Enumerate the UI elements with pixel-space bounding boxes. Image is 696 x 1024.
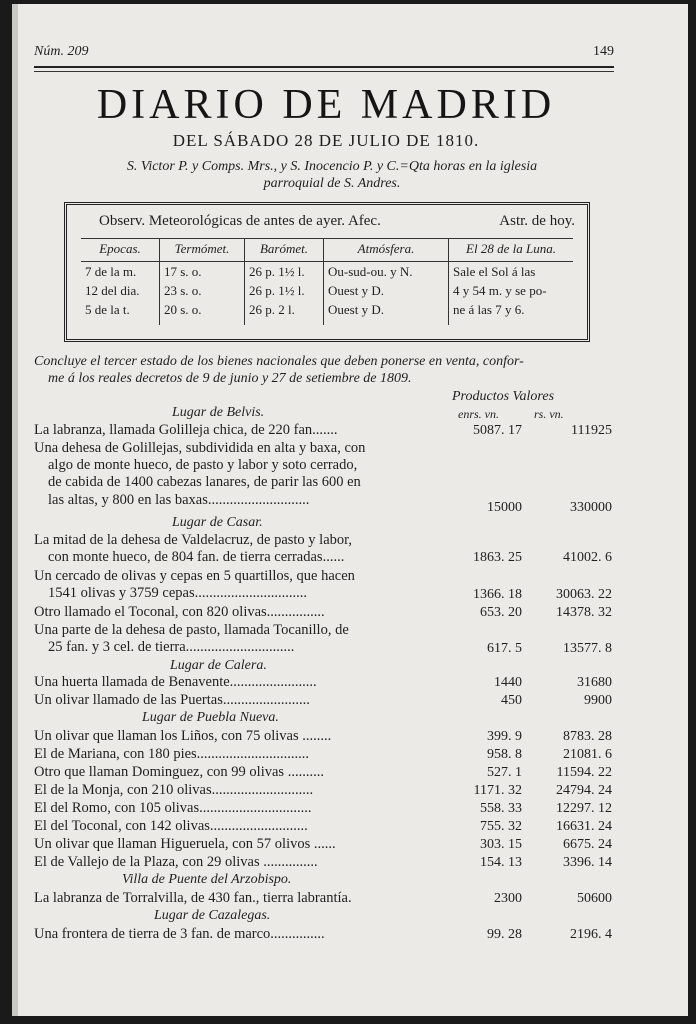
- valor-value: 24794. 24: [556, 783, 612, 798]
- entry-line: las altas, y 800 en las baxas............................: [48, 491, 310, 508]
- col-header: El 28 de la Luna.: [449, 239, 573, 262]
- cell: 12 del dia.: [85, 283, 140, 298]
- intro-line-2: me á los reales decretos de 9 de junio y 27 de setiembre de 1809.: [48, 371, 412, 386]
- section-heading: Lugar de Cazalegas.: [154, 908, 271, 923]
- cell: 5 de la t.: [85, 302, 130, 317]
- intro-text: [34, 353, 618, 387]
- entry-line: 1541 olivas y 3759 cepas...............................: [48, 585, 307, 602]
- entry-line: Una frontera de tierra de 3 fan. de marco...............: [34, 926, 325, 942]
- intro-line-1: Concluye el tercer estado de los bienes nacionales que deben ponerse en venta, confor-: [34, 354, 524, 369]
- column-header-products-values: Productos Valores: [452, 389, 555, 404]
- valor-value: 16631. 24: [556, 819, 612, 834]
- entry: [34, 854, 454, 871]
- entry: [34, 818, 454, 835]
- issue-number: Núm. 209: [34, 44, 89, 59]
- newspaper-title: DIARIO DE MADRID: [96, 82, 556, 128]
- producto-value: 15000: [487, 500, 522, 515]
- entry-line: La mitad de la dehesa de Valdelacruz, de pasto y labor,: [34, 532, 353, 548]
- saints-line-1: S. Victor P. y Comps. Mrs., y S. Inocencio P. y C.=Qta horas en la iglesia: [126, 159, 538, 174]
- valor-value: 6675. 24: [563, 837, 612, 852]
- entry-line: 25 fan. y 3 cel. de tierra..............................: [48, 639, 295, 656]
- entry-line: La labranza de Torralvilla, de 430 fan., tierra labrantía.: [34, 890, 352, 906]
- cell: 26 p. 2 l.: [249, 302, 295, 317]
- col-header: Barómet.: [245, 239, 323, 262]
- saints-notice: [52, 158, 612, 192]
- cell: 7 de la m.: [85, 264, 137, 279]
- cell: ne á las 7 y 6.: [453, 302, 525, 317]
- entry: [34, 746, 454, 763]
- header-rule-bottom: [34, 71, 614, 72]
- astro-title: Astr. de hoy.: [499, 213, 575, 229]
- meteorological-table: [64, 202, 590, 342]
- entry: [34, 604, 454, 621]
- producto-value: 1440: [494, 675, 522, 690]
- cell: Ouest y D.: [328, 302, 384, 317]
- producto-value: 1366. 18: [473, 587, 522, 602]
- header-rule-top: [34, 66, 614, 68]
- entry-line: Una huerta llamada de Benavente........................: [34, 674, 317, 690]
- entry-line: Un olivar que llaman Higueruela, con 57 olivos ......: [34, 836, 336, 852]
- entry: [34, 782, 454, 799]
- producto-value: 653. 20: [480, 605, 522, 620]
- col-header: Termómet.: [160, 239, 244, 262]
- entry-line: El del Toconal, con 142 olivas...........................: [34, 818, 308, 834]
- cell: 4 y 54 m. y se po-: [453, 283, 547, 298]
- meteo-col-epocas: [81, 239, 160, 325]
- saints-line-2: parroquial de S. Andres.: [263, 176, 401, 191]
- entry-line: El de Mariana, con 180 pies...............................: [34, 746, 310, 762]
- entry: [34, 764, 454, 781]
- valor-value: 21081. 6: [563, 747, 612, 762]
- meteo-col-barometro: [245, 239, 324, 325]
- valor-value: 14378. 32: [556, 605, 612, 620]
- astro-col-luna: [449, 239, 573, 325]
- date-line: DEL SÁBADO 28 DE JULIO DE 1810.: [172, 131, 480, 150]
- cell: 26 p. 1½ l.: [249, 264, 305, 279]
- entry-line: Otro llamado el Toconal, con 820 olivas................: [34, 604, 325, 620]
- valor-value: 13577. 8: [563, 641, 612, 656]
- page-number: 149: [593, 44, 614, 59]
- producto-value: 1171. 32: [473, 783, 522, 798]
- cell: 17 s. o.: [164, 264, 202, 279]
- meteo-title: Observ. Meteorológicas de antes de ayer. Afec.: [99, 213, 381, 229]
- valor-value: 41002. 6: [563, 550, 612, 565]
- cell: Ouest y D.: [328, 283, 384, 298]
- valor-value: 9900: [584, 693, 612, 708]
- cell: Ou-sud-ou. y N.: [328, 264, 413, 279]
- valor-value: 2196. 4: [570, 927, 612, 942]
- valor-value: 3396. 14: [563, 855, 612, 870]
- entry-line: La labranza, llamada Golilleja chica, de 220 fan.......: [34, 422, 338, 438]
- producto-value: 2300: [494, 891, 522, 906]
- producto-value: 399. 9: [487, 729, 522, 744]
- col-header: Atmósfera.: [324, 239, 448, 262]
- producto-value: 558. 33: [480, 801, 522, 816]
- meteo-col-atmosfera: [324, 239, 449, 325]
- producto-value: 1863. 25: [473, 550, 522, 565]
- entry: [34, 890, 454, 907]
- entry-line: El del Romo, con 105 olivas...............................: [34, 800, 312, 816]
- column-subheader-2: rs. vn.: [534, 407, 564, 421]
- entry-line: Un cercado de olivas y cepas en 5 quartillos, que hacen: [34, 568, 355, 584]
- valor-value: 50600: [577, 891, 612, 906]
- producto-value: 450: [501, 693, 522, 708]
- valor-value: 31680: [577, 675, 612, 690]
- entry-line: algo de monte hueco, de pasto y labor y soto cerrado,: [48, 457, 358, 474]
- column-subheader-1: enrs. vn.: [458, 407, 499, 421]
- entry: [34, 800, 454, 817]
- entry: [34, 836, 454, 853]
- producto-value: 154. 13: [480, 855, 522, 870]
- section-heading: Lugar de Calera.: [170, 658, 267, 673]
- entry: [34, 926, 454, 943]
- entry: [34, 622, 454, 656]
- issue-header: [34, 44, 614, 60]
- entry-line: Una dehesa de Golillejas, subdividida en alta y baxa, con: [34, 440, 366, 456]
- cell: Sale el Sol á las: [453, 264, 536, 279]
- producto-value: 303. 15: [480, 837, 522, 852]
- entry-line: El de la Monja, con 210 olivas............................: [34, 782, 314, 798]
- section-heading: Lugar de Belvis.: [172, 405, 265, 420]
- entry: [34, 728, 454, 745]
- producto-value: 617. 5: [487, 641, 522, 656]
- valor-value: 111925: [571, 423, 612, 438]
- entry: [34, 532, 454, 566]
- entry-line: Otro que llaman Dominguez, con 99 olivas ..........: [34, 764, 324, 780]
- valor-value: 11594. 22: [556, 765, 612, 780]
- producto-value: 755. 32: [480, 819, 522, 834]
- valor-value: 8783. 28: [563, 729, 612, 744]
- valor-value: 12297. 12: [556, 801, 612, 816]
- entry: [34, 422, 454, 439]
- entry-line: Una parte de la dehesa de pasto, llamada Tocanillo, de: [34, 622, 349, 638]
- col-header: Epocas.: [81, 239, 159, 262]
- entry-line: Un olivar llamado de las Puertas........................: [34, 692, 310, 708]
- entry-line: Un olivar que llaman los Liños, con 75 olivas ........: [34, 728, 332, 744]
- producto-value: 99. 28: [487, 927, 522, 942]
- newspaper-page: [12, 4, 688, 1016]
- entry-line: con monte hueco, de 804 fan. de tierra cerradas......: [48, 549, 345, 566]
- producto-value: 5087. 17: [473, 423, 522, 438]
- valor-value: 30063. 22: [556, 587, 612, 602]
- entry-line: El de Vallejo de la Plaza, con 29 olivas ...............: [34, 854, 318, 870]
- entry: [34, 692, 454, 709]
- section-heading: Lugar de Puebla Nueva.: [142, 710, 279, 725]
- entry: [34, 440, 454, 509]
- producto-value: 958. 8: [487, 747, 522, 762]
- section-heading: Lugar de Casar.: [172, 515, 263, 530]
- entry: [34, 674, 454, 691]
- cell: 23 s. o.: [164, 283, 202, 298]
- entry: [34, 568, 454, 602]
- entry-line: de cabida de 1400 cabezas lanares, de parir las 600 en: [48, 474, 361, 491]
- meteo-col-termometro: [160, 239, 245, 325]
- valor-value: 330000: [570, 500, 612, 515]
- section-heading: Villa de Puente del Arzobispo.: [122, 872, 292, 887]
- cell: 20 s. o.: [164, 302, 202, 317]
- cell: 26 p. 1½ l.: [249, 283, 305, 298]
- producto-value: 527. 1: [487, 765, 522, 780]
